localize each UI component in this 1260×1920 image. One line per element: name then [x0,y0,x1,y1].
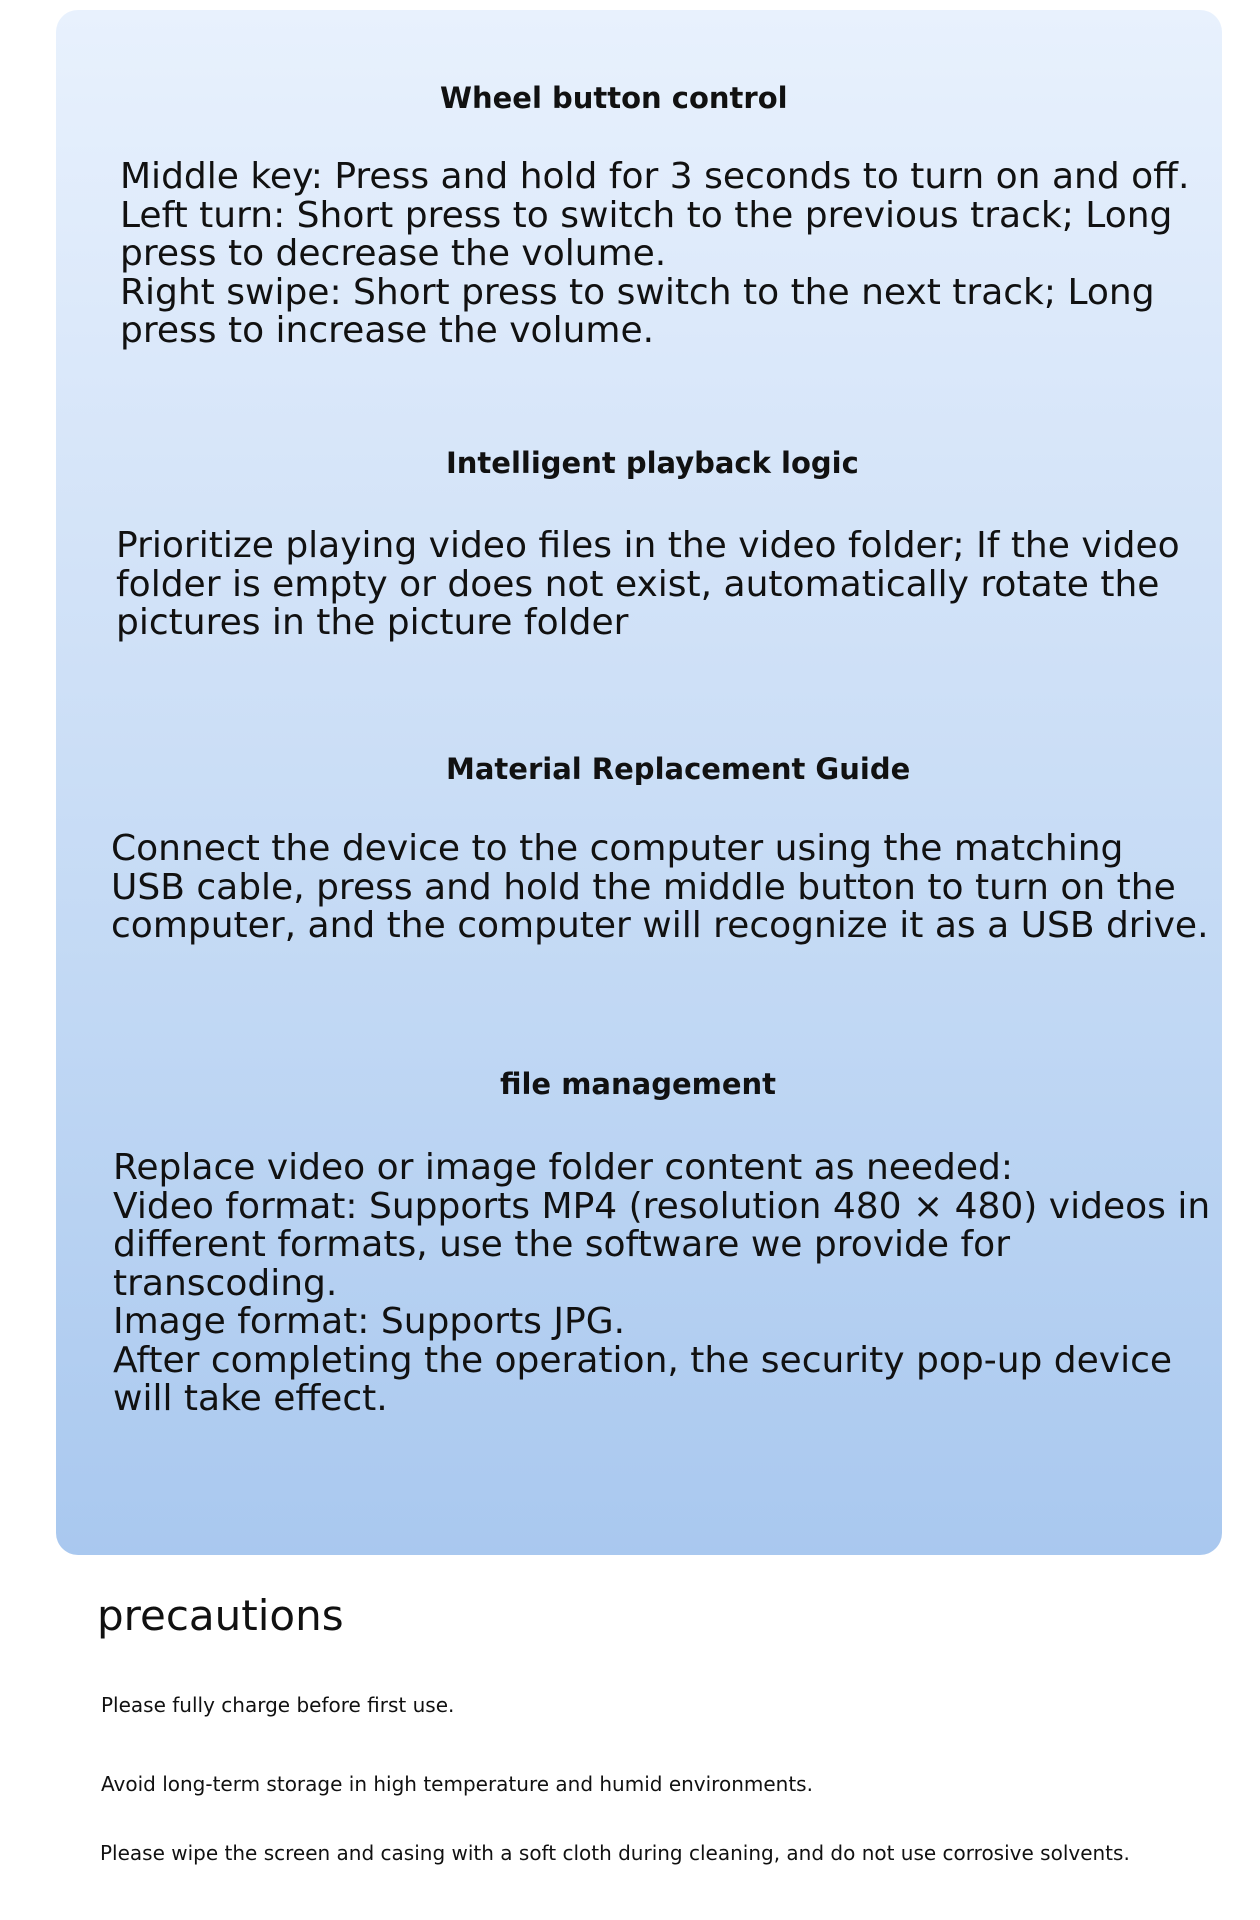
body-line: pictures in the picture folder [116,602,629,643]
body-line: Left turn: Short press to switch to the previous track; Long [120,194,1173,236]
body-line: USB cable, press and hold the middle button to turn on the [111,866,1176,908]
body-line: will take effect. [113,1378,388,1419]
body-line: press to decrease the volume. [120,233,667,274]
section-body-intelligent-playback-logic [116,527,1196,643]
body-line: folder is empty or does not exist, automatically rotate the [116,563,1160,605]
section-body-material-replacement-guide [111,830,1211,946]
section-heading-wheel-button-control: Wheel button control [440,81,788,115]
body-line: different formats, use the software we provide for [113,1224,1010,1265]
body-line: Right swipe: Short press to switch to the next track; Long [120,271,1155,313]
section-heading-material-replacement-guide: Material Replacement Guide [446,752,911,786]
precaution-item: Avoid long-term storage in high temperature and humid environments. [101,1772,813,1796]
body-line: Video format: Supports MP4 (resolution 480 × 480) videos in [113,1185,1211,1227]
body-line: computer, and the computer will recognize it as a USB drive. [111,905,1209,946]
body-line: Replace video or image folder content as needed: [113,1147,1014,1188]
body-line: Prioritize playing video files in the video folder; If the video [116,525,1180,566]
body-line: Image format: Supports JPG. [113,1301,626,1342]
section-heading-intelligent-playback-logic: Intelligent playback logic [446,446,859,480]
body-line: Middle key: Press and hold for 3 seconds to turn on and off. [120,156,1190,197]
precaution-item: Please fully charge before first use. [101,1693,455,1717]
precaution-item: Please wipe the screen and casing with a soft cloth during cleaning, and do not use corrosive solvents. [100,1841,1130,1865]
body-line: transcoding. [113,1262,338,1304]
section-body-file-management [113,1149,1213,1419]
body-line: After completing the operation, the security pop-up device [113,1339,1173,1381]
precautions-title: precautions [97,1591,344,1640]
section-body-wheel-button-control [120,158,1200,351]
body-line: press to increase the volume. [120,310,655,351]
section-heading-file-management: file management [500,1067,777,1101]
body-line: Connect the device to the computer using the matching [111,828,1124,869]
